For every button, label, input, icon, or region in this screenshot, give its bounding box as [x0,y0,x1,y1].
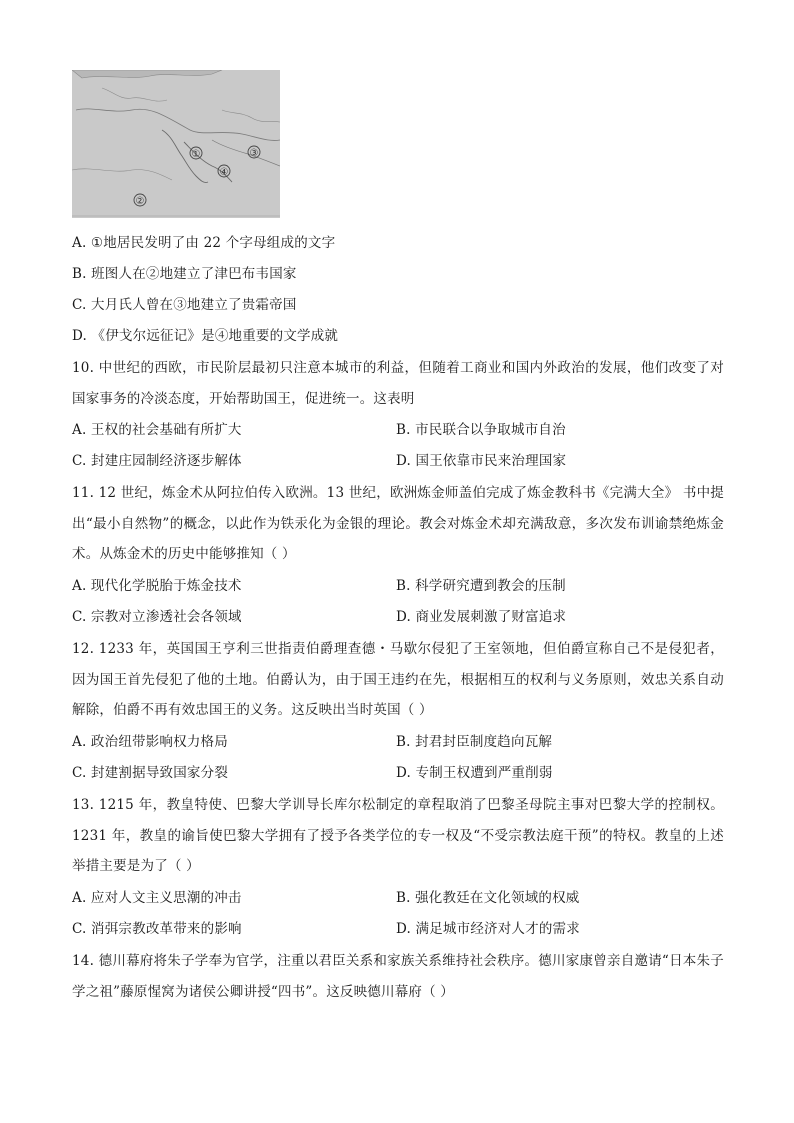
q13-option-d: D. 满足城市经济对人才的需求 [396,921,580,937]
q11-option-d: D. 商业发展刺激了财富追求 [396,609,567,625]
marker-3: ③ [249,148,259,159]
q12-option-c: C. 封建割据导致国家分裂 [72,765,229,781]
q13-option-a: A. 应对人文主义思潮的冲击 [72,890,242,906]
q9-option-b: B. 班图人在②地建立了津巴布韦国家 [72,266,297,282]
q12-option-a: A. 政治纽带影响权力格局 [72,734,228,750]
q14-stem: 14. 德川幕府将朱子学奉为官学，注重以君臣关系和家族关系维持社会秩序。德川家康曾亲自邀请“日本朱子学之祖”藤原惺窝为诸侯公卿讲授“四书”。这反映德川幕府（ ） [72,953,724,1000]
q10-option-d: D. 国王依靠市民来治理国家 [396,453,567,469]
q10-option-b: B. 市民联合以争取城市自治 [396,422,566,438]
q10-stem: 10. 中世纪的西欧，市民阶层最初只注意本城市的利益，但随着工商业和国内外政治的发展，他们改变了对国家事务的冷淡态度，开始帮助国王，促进统一。这表明 [72,360,724,407]
q10-option-c: C. 封建庄园制经济逐步解体 [72,453,242,469]
map-image [72,70,280,218]
q9-option-c: C. 大月氏人曾在③地建立了贵霜帝国 [72,297,297,313]
marker-1: ① [191,149,201,160]
q11-stem: 11. 12 世纪，炼金术从阿拉伯传入欧洲。13 世纪，欧洲炼金师盖伯完成了炼金教科书《完满大全》 书中提出“最小自然物”的概念，以此作为铁汞化为金银的理论。教会对炼金术却充满敌意，多次发布训谕禁绝炼金术。从炼金术的历史中能够推知（ ） [72,485,724,562]
q9-option-a: A. ①地居民发明了由 22 个字母组成的文字 [72,235,336,251]
q13-option-b: B. 强化教廷在文化领域的权威 [396,890,580,906]
q13-option-c: C. 消弭宗教改革带来的影响 [72,921,242,937]
q10-option-a: A. 王权的社会基础有所扩大 [72,422,242,438]
marker-4: ④ [219,167,229,178]
q12-stem: 12. 1233 年，英国国王亨利三世指责伯爵理查德・马歇尔侵犯了王室领地，但伯爵宣称自己不是侵犯者，因为国王首先侵犯了他的土地。伯爵认为，由于国王违约在先，根据相互的权利与义务原则，效忠关系自动解除，伯爵不再有效忠国王的义务。这反映出当时英国（ ） [72,641,724,718]
marker-2: ② [135,196,145,207]
q12-option-d: D. 专制王权遭到严重削弱 [396,765,553,781]
map-figure [72,70,280,218]
q11-option-a: A. 现代化学脱胎于炼金技术 [72,578,242,594]
q11-option-c: C. 宗教对立渗透社会各领域 [72,609,242,625]
q9-option-d: D. 《伊戈尔远征记》是④地重要的文学成就 [72,328,339,344]
q12-option-b: B. 封君封臣制度趋向瓦解 [396,734,553,750]
q13-stem: 13. 1215 年，教皇特使、巴黎大学训导长库尔松制定的章程取消了巴黎圣母院主事对巴黎大学的控制权。1231 年，教皇的谕旨使巴黎大学拥有了授予各类学位的专一权及“不受宗教法庭干预”的特权。教皇的上述举措主要是为了（ ） [72,797,724,874]
q11-option-b: B. 科学研究遭到教会的压制 [396,578,566,594]
